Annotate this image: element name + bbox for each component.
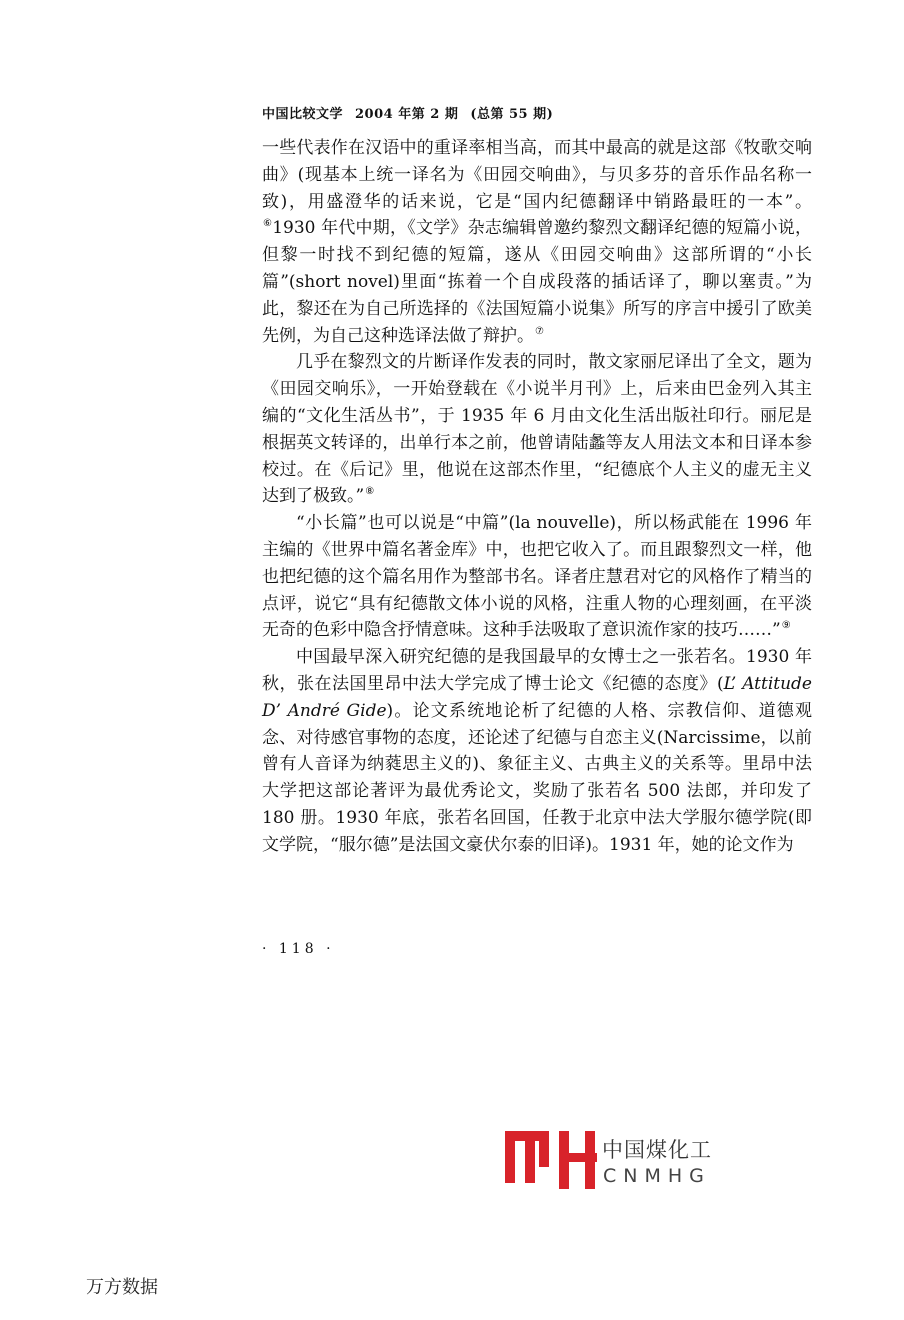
text-segment: 几乎在黎烈文的片断译作发表的同时，散文家丽尼译出了全文，题为《田园交响乐》，一开始登载在《小说半月刊》上，后来由巴金列入其主编的“文化生活丛书”，于 1935 年 6 月由文化生活出版社印行。丽尼是根据英文转译的，出单行本之前，他曾请陆蠡等友人用法文本和日译本参校过。在《后记》里，他说在这部杰作里，“纪德底个人主义的虚无主义达到了极致。” xyxy=(262,352,812,507)
footnote-marker: ⑦ xyxy=(535,325,544,337)
total-issue: (总第 55 期) xyxy=(470,107,554,122)
running-header xyxy=(262,103,553,122)
paragraph xyxy=(262,644,812,858)
paragraph xyxy=(262,510,812,644)
publisher-logo xyxy=(505,1131,715,1191)
logo-text-chinese: 中国煤化工 xyxy=(602,1138,712,1162)
footnote-marker: ⑧ xyxy=(365,486,375,498)
database-watermark: 万方数据 xyxy=(86,1277,158,1298)
logo-text-english: CNMHG xyxy=(603,1165,711,1187)
logo-mark-icon xyxy=(505,1131,597,1191)
page-number: · 118 · xyxy=(262,941,335,957)
text-segment: 中国最早深入研究纪德的是我国最早的女博士之一张若名。1930 年秋，张在法国里昂中法大学完成了博士论文《纪德的态度》( xyxy=(262,647,812,694)
text-segment: )。论文系统地论析了纪德的人格、宗教信仰、道德观念、对待感官事物的态度，还论述了纪德与自恋主义(Narcissime，以前曾有人音译为纳蕤思主义的)、象征主义、古典主义的关系等。里昂中法大学把这部论著评为最优秀论文，奖励了张若名 500 法郎，并印发了 180 册。1930 年底，张若名回国，任教于北京中法大学服尔德学院(即文学院，“服尔德”是法国文豪伏尔泰的旧译)。1931 年，她的论文作为 xyxy=(262,700,812,855)
footnote-marker: ⑨ xyxy=(781,620,791,632)
italic-title: L’ Attitude D’ André Gide xyxy=(262,673,812,721)
issue-number: 2004 年第 2 期 xyxy=(355,107,459,122)
text-segment: 一些代表作在汉语中的重译率相当高，而其中最高的就是这部《牧歌交响曲》(现基本上统一译名为《田园交响曲》，与贝多芬的音乐作品名称一致)，用盛澄华的话来说，它是“国内纪德翻译中销路最旺的一本”。 xyxy=(262,138,812,212)
paragraph xyxy=(262,349,812,510)
article-body xyxy=(262,135,812,859)
journal-name: 中国比较文学 xyxy=(262,107,344,122)
text-segment: “小长篇”也可以说是“中篇”(la nouvelle)，所以杨武能在 1996 年主编的《世界中篇名著金库》中，也把它收入了。而且跟黎烈文一样，他也把纪德的这个篇名用作为整部书名。译者庄慧君对它的风格作了精当的点评，说它“具有纪德散文体小说的风格，注重人物的心理刻画，在平淡无奇的色彩中隐含抒情意味。这种手法吸取了意识流作家的技巧……” xyxy=(262,513,812,641)
text-segment: 1930 年代中期，《文学》杂志编辑曾邀约黎烈文翻译纪德的短篇小说，但黎一时找不到纪德的短篇，遂从《田园交响曲》这部所谓的“小长篇”(short novel)里面“拣着一个自成段落的插话译了，聊以塞责。”为此，黎还在为自己所选择的《法国短篇小说集》所写的序言中援引了欧美先例，为自己这种选译法做了辩护。 xyxy=(262,218,812,346)
footnote-marker: ⑥ xyxy=(263,218,273,230)
paragraph xyxy=(262,135,812,349)
